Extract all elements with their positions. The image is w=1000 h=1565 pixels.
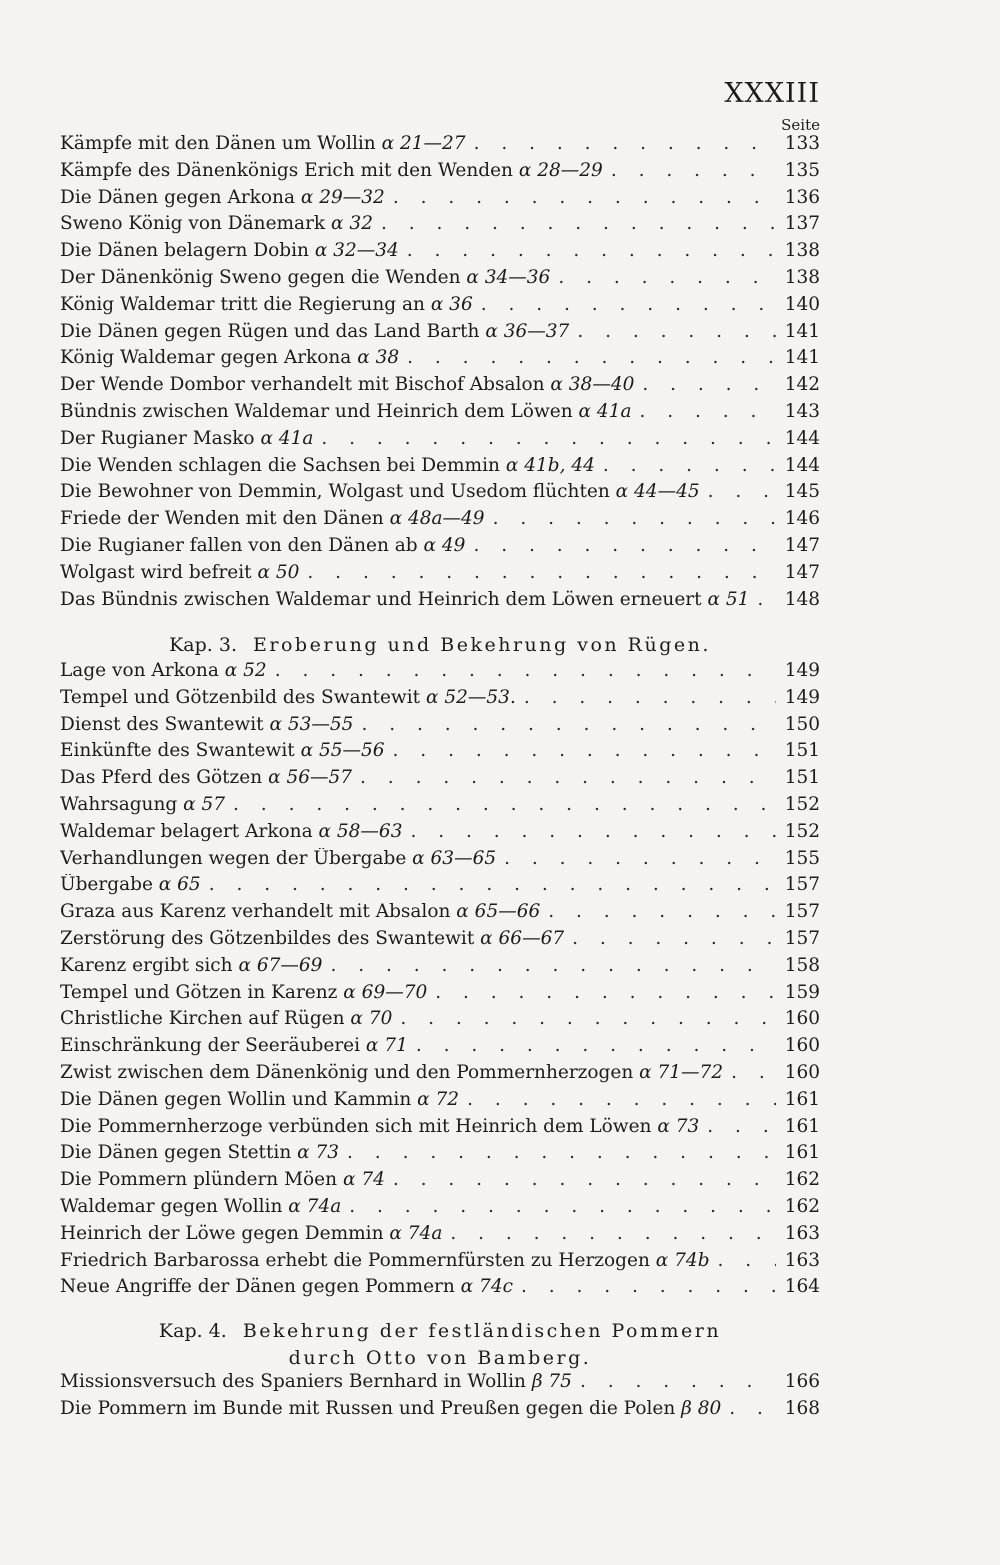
toc-entry: Das Pferd des Götzen α 56—57 . . . 151 <box>60 767 820 794</box>
toc-entry: Karenz ergibt sich α 67—69 . . . 158 <box>60 955 820 982</box>
toc-entry: Graza aus Karenz verhandelt mit Absalon α 65—66 . . . 157 <box>60 901 820 928</box>
toc-entry: Friede der Wenden mit den Dänen α 48a—49 . . . 146 <box>60 508 820 535</box>
toc-entry: Zerstörung des Götzenbildes des Swantewit α 66—67 . . . 157 <box>60 928 820 955</box>
chapter-4-title-line-1: Bekehrung der festländischen Pommern <box>242 1320 722 1342</box>
toc-entry: Die Dänen gegen Wollin und Kammin α 72 . . . 161 <box>60 1089 820 1116</box>
toc-section-3 <box>60 1371 820 1425</box>
toc-entry: Die Dänen gegen Rügen und das Land Barth α 36—37 . . . 141 <box>60 321 820 348</box>
toc-entry: Waldemar gegen Wollin α 74a . . . 162 <box>60 1196 820 1223</box>
toc-entry: Die Pommern plündern Möen α 74 . . . 162 <box>60 1169 820 1196</box>
toc-entry: Die Pommernherzoge verbünden sich mit Heinrich dem Löwen α 73 . . . 161 <box>60 1116 820 1143</box>
toc-entry: Einschränkung der Seeräuberei α 71 . . . 160 <box>60 1035 820 1062</box>
page-column-label: Seite <box>781 116 820 134</box>
toc-entry: Tempel und Götzen in Karenz α 69—70 . . . 159 <box>60 982 820 1009</box>
toc-entry: Der Rugianer Masko α 41a . . . 144 <box>60 428 820 455</box>
toc-entry: Der Dänenkönig Sweno gegen die Wenden α 34—36 . . . 138 <box>60 267 820 294</box>
toc-entry: Das Bündnis zwischen Waldemar und Heinrich dem Löwen erneuert α 51 . . . 148 <box>60 589 820 616</box>
toc-entry: Kämpfe des Dänenkönigs Erich mit den Wenden α 28—29 . . . 135 <box>60 160 820 187</box>
toc-entry: Verhandlungen wegen der Übergabe α 63—65 . . . 155 <box>60 848 820 875</box>
toc-entry: Die Pommern im Bunde mit Russen und Preußen gegen die Polen β 80 . . . 168 <box>60 1398 820 1425</box>
toc-entry: Der Wende Dombor verhandelt mit Bischof Absalon α 38—40 . . . 142 <box>60 374 820 401</box>
toc-entry: Neue Angriffe der Dänen gegen Pommern α 74c . . . 164 <box>60 1276 820 1303</box>
toc-entry: König Waldemar gegen Arkona α 38 . . . 141 <box>60 347 820 374</box>
toc-entry: Bündnis zwischen Waldemar und Heinrich dem Löwen α 41a . . . 143 <box>60 401 820 428</box>
toc-section-2 <box>60 660 820 1303</box>
toc-entry: Die Bewohner von Demmin, Wolgast und Usedom flüchten α 44—45 . . . 145 <box>60 481 820 508</box>
toc-entry: Missionsversuch des Spaniers Bernhard in Wollin β 75 . . . 166 <box>60 1371 820 1398</box>
chapter-4-heading <box>60 1318 820 1372</box>
toc-entry: Kämpfe mit den Dänen um Wollin α 21—27 . . . 133 <box>60 133 820 160</box>
toc-entry: Einkünfte des Swantewit α 55—56 . . . 151 <box>60 740 820 767</box>
chapter-4-title-line-2: durch Otto von Bamberg. <box>288 1347 592 1369</box>
toc-entry: Die Rugianer fallen von den Dänen ab α 49 . . . 147 <box>60 535 820 562</box>
toc-entry: Die Dänen gegen Stettin α 73 . . . 161 <box>60 1142 820 1169</box>
chapter-3-prefix: Kap. 3. <box>169 634 238 656</box>
toc-section-1 <box>60 133 820 615</box>
toc-entry: Übergabe α 65 . . . 157 <box>60 874 820 901</box>
toc-entry: Zwist zwischen dem Dänenkönig und den Pommernherzogen α 71—72 . . . 160 <box>60 1062 820 1089</box>
toc-entry: Heinrich der Löwe gegen Demmin α 74a . . . 163 <box>60 1223 820 1250</box>
toc-entry: Wolgast wird befreit α 50 . . . 147 <box>60 562 820 589</box>
toc-entry: Christliche Kirchen auf Rügen α 70 . . . 160 <box>60 1008 820 1035</box>
toc-entry: Die Wenden schlagen die Sachsen bei Demmin α 41b, 44 . . . 144 <box>60 455 820 482</box>
toc-entry: Waldemar belagert Arkona α 58—63 . . . 152 <box>60 821 820 848</box>
toc-entry: Wahrsagung α 57 . . . 152 <box>60 794 820 821</box>
toc-entry: König Waldemar tritt die Regierung an α 36 . . . 140 <box>60 294 820 321</box>
chapter-4-prefix: Kap. 4. <box>158 1320 227 1342</box>
page-number: XXXIII <box>724 78 820 109</box>
toc-entry: Friedrich Barbarossa erhebt die Pommernfürsten zu Herzogen α 74b . . . 163 <box>60 1250 820 1277</box>
toc-entry: Dienst des Swantewit α 53—55 . . . 150 <box>60 714 820 741</box>
toc-entry: Die Dänen belagern Dobin α 32—34 . . . 138 <box>60 240 820 267</box>
toc-entry: Die Dänen gegen Arkona α 29—32 . . . 136 <box>60 187 820 214</box>
toc-entry: Sweno König von Dänemark α 32 . . . 137 <box>60 213 820 240</box>
chapter-3-heading <box>60 632 820 659</box>
toc-entry: Tempel und Götzenbild des Swantewit α 52—53. . . . 149 <box>60 687 820 714</box>
toc-entry: Lage von Arkona α 52 . . . 149 <box>60 660 820 687</box>
chapter-3-title: Eroberung und Bekehrung von Rügen. <box>253 634 711 656</box>
